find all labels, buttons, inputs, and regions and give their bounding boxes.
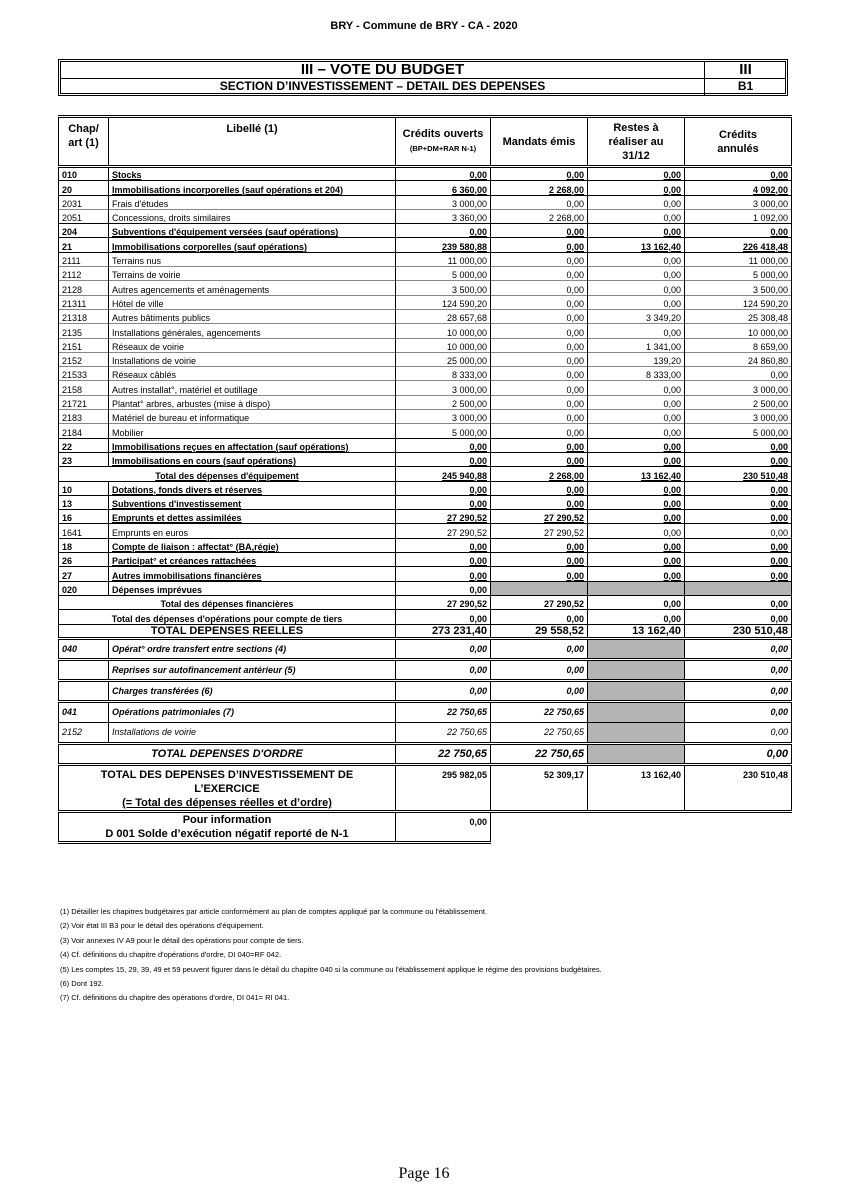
row-value: 0,00 [588,424,685,438]
row-value: 0,00 [491,195,588,209]
row-value: 0,00 [491,638,588,659]
row-label: Matériel de bureau et informatique [109,410,396,424]
row-value: 0,00 [491,352,588,366]
row-label: Autres installat°, matériel et outillage [109,381,396,395]
row-value: 0,00 [588,224,685,238]
table-row [59,238,792,252]
row-value: 0,00 [685,610,792,624]
row-value: 0,00 [685,452,792,466]
table-row [59,553,792,567]
footnote: (7) Cf. définitions du chapitre des opérations d'ordre, DI 041= RI 041. [60,993,290,1003]
row-code: 2158 [59,381,109,395]
row-value: 0,00 [588,267,685,281]
row-value: 0,00 [396,553,491,567]
grand-total-mandats: 52 309,17 [491,764,588,811]
row-value: 0,00 [685,722,792,743]
row-value: 0,00 [396,495,491,509]
row-label: Emprunts en euros [109,524,396,538]
info-row [59,811,792,842]
row-code: 020 [59,581,109,595]
row-value [491,581,588,595]
row-code: 040 [59,638,109,659]
row-value: 3 000,00 [685,195,792,209]
table-row [59,624,792,638]
row-value [588,701,685,722]
row-label: Autres immobilisations financières [109,567,396,581]
row-value: 8 333,00 [396,367,491,381]
row-value: 22 750,65 [396,701,491,722]
row-label: Charges transférées (6) [109,680,396,701]
table-row [59,701,792,722]
row-value: 0,00 [491,338,588,352]
row-value [588,581,685,595]
row-value: 0,00 [588,252,685,266]
row-code: 041 [59,701,109,722]
row-value: 0,00 [588,209,685,223]
row-label: Mobilier [109,424,396,438]
row-value: 0,00 [491,167,588,181]
row-value: 0,00 [588,567,685,581]
row-value: 245 940,88 [396,467,491,481]
table-row [59,495,792,509]
row-value: 3 000,00 [396,195,491,209]
row-value: 0,00 [396,167,491,181]
table-row [59,295,792,309]
row-value: 1 092,00 [685,209,792,223]
row-value: 27 290,52 [396,595,491,609]
table-row [59,595,792,609]
row-value: 0,00 [588,538,685,552]
table-row [59,267,792,281]
row-label: Total des dépenses d'opérations pour compte de tiers [59,610,396,624]
row-value: 0,00 [588,438,685,452]
row-value: 27 290,52 [491,524,588,538]
row-label: Immobilisations en cours (sauf opérations) [109,452,396,466]
row-code: 2152 [59,722,109,743]
row-value: 0,00 [396,224,491,238]
row-value: 0,00 [588,324,685,338]
table-row [59,638,792,659]
row-value: 0,00 [491,381,588,395]
table-row [59,324,792,338]
row-value: 3 500,00 [396,281,491,295]
row-code [59,659,109,680]
row-code: 22 [59,438,109,452]
row-label: Dépenses imprévues [109,581,396,595]
row-value: 0,00 [396,581,491,595]
page-number: Page 16 [398,1165,450,1182]
row-value: 8 659,00 [685,338,792,352]
row-label: Concessions, droits similaires [109,209,396,223]
row-value: 2 268,00 [491,467,588,481]
grand-total-credits: 295 982,05 [396,764,491,811]
table-row [59,410,792,424]
table-row [59,481,792,495]
row-value: 3 000,00 [685,410,792,424]
table-row [59,381,792,395]
row-code: 2184 [59,424,109,438]
row-value [588,743,685,764]
table-row [59,452,792,466]
table-row [59,659,792,680]
row-code: 2152 [59,352,109,366]
row-value: 1 341,00 [588,338,685,352]
row-value: 0,00 [491,395,588,409]
row-value: 0,00 [588,410,685,424]
row-value: 0,00 [685,567,792,581]
row-code: 13 [59,495,109,509]
row-value: 22 750,65 [491,743,588,764]
row-value: 25 308,48 [685,309,792,323]
row-value: 0,00 [396,438,491,452]
row-value: 13 162,40 [588,238,685,252]
row-value: 3 000,00 [685,381,792,395]
row-value: 226 418,48 [685,238,792,252]
row-value: 22 750,65 [491,722,588,743]
row-code: 2111 [59,252,109,266]
row-value: 0,00 [588,195,685,209]
row-value: 11 000,00 [685,252,792,266]
row-value: 0,00 [685,524,792,538]
row-value: 0,00 [396,567,491,581]
table-row [59,209,792,223]
row-value: 0,00 [491,281,588,295]
row-code: 2135 [59,324,109,338]
row-code: 204 [59,224,109,238]
row-value: 0,00 [491,452,588,466]
row-value: 0,00 [685,638,792,659]
table-row [59,309,792,323]
row-value: 22 750,65 [396,722,491,743]
row-label: Opérations patrimoniales (7) [109,701,396,722]
row-value: 0,00 [491,481,588,495]
row-value: 0,00 [396,680,491,701]
table-row [59,195,792,209]
row-label: Autres agencements et aménagements [109,281,396,295]
row-code: 21 [59,238,109,252]
row-value: 0,00 [491,495,588,509]
footnote: (6) Dont 192. [60,979,104,989]
row-value: 22 750,65 [396,743,491,764]
table-row [59,167,792,181]
title-sub: SECTION D’INVESTISSEMENT – DETAIL DES DEPENSES [219,79,546,93]
row-value: 0,00 [588,381,685,395]
row-code: 18 [59,538,109,552]
table-row [59,722,792,743]
row-value: 0,00 [685,167,792,181]
table-row [59,680,792,701]
grand-total-annules: 230 510,48 [685,764,792,811]
table-row [59,581,792,595]
row-code: 21721 [59,395,109,409]
row-value: 10 000,00 [396,324,491,338]
row-label: Réseaux de voirie [109,338,396,352]
table-row [59,438,792,452]
title-main: III – VOTE DU BUDGET [300,61,465,78]
row-value: 13 162,40 [588,467,685,481]
row-value: 0,00 [685,510,792,524]
col-mandats: Mandats émis [491,117,588,167]
row-value: 4 092,00 [685,181,792,195]
row-value: 0,00 [685,701,792,722]
row-value: 0,00 [588,610,685,624]
row-value: 0,00 [685,367,792,381]
row-value: 239 580,88 [396,238,491,252]
row-value: 0,00 [396,638,491,659]
table-row [59,567,792,581]
row-code: 010 [59,167,109,181]
table-row [59,524,792,538]
row-value: 3 000,00 [396,381,491,395]
row-value: 3 000,00 [396,410,491,424]
row-label: Installations de voirie [109,722,396,743]
row-value [588,680,685,701]
row-value: 5 000,00 [685,267,792,281]
row-code: 2128 [59,281,109,295]
row-value: 3 360,00 [396,209,491,223]
row-code: 21311 [59,295,109,309]
row-label: Opérat° ordre transfert entre sections (4) [109,638,396,659]
title-main-code: III [704,62,786,78]
row-value: 3 500,00 [685,281,792,295]
row-value: 0,00 [588,181,685,195]
document-header: BRY - Commune de BRY - CA - 2020 [330,20,518,32]
row-value: 0,00 [396,659,491,680]
row-value: 0,00 [685,743,792,764]
row-value: 0,00 [396,452,491,466]
row-value: 0,00 [588,524,685,538]
table-row [59,395,792,409]
row-code: 21533 [59,367,109,381]
row-label: Stocks [109,167,396,181]
row-label: Reprises sur autofinancement antérieur (5) [109,659,396,680]
row-value: 0,00 [491,309,588,323]
row-value: 3 349,20 [588,309,685,323]
row-value: 0,00 [588,452,685,466]
col-credits-ouverts: Crédits ouverts (BP+DM+RAR N-1) [396,117,491,167]
row-value: 27 290,52 [396,524,491,538]
title-sub-code: B1 [704,79,786,95]
table-row [59,467,792,481]
row-value: 0,00 [588,167,685,181]
footnote: (1) Détailler les chapitres budgétaires par article conformément au plan de comptes appliqué par la commune ou l'établissement. [60,907,488,916]
row-code: 2051 [59,209,109,223]
row-value: 10 000,00 [396,338,491,352]
row-value: 8 333,00 [588,367,685,381]
row-code: 23 [59,452,109,466]
row-value: 0,00 [491,567,588,581]
table-row [59,224,792,238]
row-value: 0,00 [491,224,588,238]
row-code: 2112 [59,267,109,281]
row-value: 13 162,40 [588,624,685,638]
table-row [59,338,792,352]
row-value: 0,00 [396,538,491,552]
row-value [588,638,685,659]
table-row [59,281,792,295]
row-label: Participat° et créances rattachées [109,553,396,567]
row-value: 22 750,65 [491,701,588,722]
row-code: 26 [59,553,109,567]
footnote: (4) Cf. définitions du chapitre d'opérations d'ordre, DI 040=RF 042. [60,950,282,960]
row-label: Réseaux câblés [109,367,396,381]
footnote: (3) Voir annexes IV A9 pour le détail des opérations pour compte de tiers. [60,935,304,945]
row-value: 0,00 [685,481,792,495]
row-label: Immobilisations corporelles (sauf opérations) [109,238,396,252]
row-value: 25 000,00 [396,352,491,366]
row-value: 124 590,20 [685,295,792,309]
row-value: 0,00 [685,680,792,701]
row-label: Terrains de voirie [109,267,396,281]
row-value: 230 510,48 [685,467,792,481]
row-value: 27 290,52 [491,595,588,609]
row-label: TOTAL DEPENSES D'ORDRE [59,743,396,764]
row-value: 5 000,00 [396,424,491,438]
grand-total-label: TOTAL DES DEPENSES D’INVESTISSEMENT DE L’EXERCICE (= Total des dépenses réelles et d’ordre) [59,764,396,811]
row-label: Subventions d'équipement versées (sauf opérations) [109,224,396,238]
row-value: 0,00 [491,659,588,680]
row-value: 0,00 [491,424,588,438]
row-label: Installations générales, agencements [109,324,396,338]
row-value: 6 360,00 [396,181,491,195]
row-value: 27 290,52 [491,510,588,524]
row-value: 0,00 [491,680,588,701]
row-value: 0,00 [685,553,792,567]
row-value: 0,00 [685,595,792,609]
table-row [59,181,792,195]
row-code: 2031 [59,195,109,209]
row-value: 2 268,00 [491,181,588,195]
row-value: 0,00 [685,659,792,680]
row-value: 0,00 [491,267,588,281]
row-label: Total des dépenses d'équipement [59,467,396,481]
row-label: Immobilisations reçues en affectation (sauf opérations) [109,438,396,452]
table-row [59,352,792,366]
title-box [58,59,788,96]
row-label: Immobilisations incorporelles (sauf opérations et 204) [109,181,396,195]
row-value: 0,00 [491,410,588,424]
table-row [59,510,792,524]
row-value: 5 000,00 [396,267,491,281]
row-value: 0,00 [588,595,685,609]
row-value: 27 290,52 [396,510,491,524]
row-label: Emprunts et dettes assimilées [109,510,396,524]
row-label: Dotations, fonds divers et réserves [109,481,396,495]
info-label: Pour information D 001 Solde d’exécution négatif reporté de N-1 [59,811,396,842]
table-row [59,252,792,266]
row-value: 0,00 [588,281,685,295]
col-libelle: Libellé (1) [109,117,396,167]
row-value: 2 268,00 [491,209,588,223]
row-value: 5 000,00 [685,424,792,438]
col-chap: Chap/ art (1) [59,117,109,167]
row-value: 0,00 [685,438,792,452]
row-code: 2183 [59,410,109,424]
row-value: 28 657,68 [396,309,491,323]
row-value: 0,00 [588,510,685,524]
footnote: (5) Les comptes 15, 29, 39, 49 et 59 peuvent figurer dans le détail du chapitre 040 si la commune ou l'établissement applique le régime des provisions budgétaires. [60,964,602,974]
footnotes [60,905,602,1006]
row-label: Hôtel de ville [109,295,396,309]
row-label: Terrains nus [109,252,396,266]
row-value: 0,00 [396,481,491,495]
row-label: Subventions d'investissement [109,495,396,509]
row-value: 0,00 [685,224,792,238]
row-value: 0,00 [491,295,588,309]
expenses-table [58,115,792,844]
row-value: 0,00 [491,324,588,338]
row-value: 0,00 [685,538,792,552]
table-row [59,538,792,552]
row-value: 10 000,00 [685,324,792,338]
row-value: 2 500,00 [685,395,792,409]
row-value: 0,00 [491,367,588,381]
col-restes: Restes à réaliser au 31/12 [588,117,685,167]
row-value [588,659,685,680]
row-value: 24 860,80 [685,352,792,366]
row-code: 2151 [59,338,109,352]
row-label: Total des dépenses financières [59,595,396,609]
row-value: 0,00 [588,495,685,509]
row-label: Plantat° arbres, arbustes (mise à dispo) [109,395,396,409]
grand-total-restes: 13 162,40 [588,764,685,811]
table-row [59,743,792,764]
row-value [588,722,685,743]
row-value: 0,00 [685,495,792,509]
col-annules: Crédits annulés [685,117,792,167]
row-value: 0,00 [491,553,588,567]
footnote: (2) Voir état III B3 pour le détail des opérations d'équipement. [60,921,264,931]
row-value: 0,00 [588,553,685,567]
row-code: 21318 [59,309,109,323]
row-value: 230 510,48 [685,624,792,638]
row-value: 11 000,00 [396,252,491,266]
row-value: 0,00 [588,295,685,309]
info-value: 0,00 [396,811,491,842]
row-value [685,581,792,595]
row-value: 2 500,00 [396,395,491,409]
row-value: 0,00 [491,238,588,252]
row-value: 0,00 [588,481,685,495]
row-value: 29 558,52 [491,624,588,638]
row-value: 124 590,20 [396,295,491,309]
row-value: 0,00 [491,538,588,552]
table-row [59,367,792,381]
row-code: 20 [59,181,109,195]
row-code: 10 [59,481,109,495]
table-row [59,424,792,438]
row-label: Compte de liaison : affectat° (BA,régie) [109,538,396,552]
row-label: Frais d'études [109,195,396,209]
table-row [59,610,792,624]
row-code: 16 [59,510,109,524]
row-value: 0,00 [396,610,491,624]
row-value: 139,20 [588,352,685,366]
row-code: 27 [59,567,109,581]
row-value: 0,00 [491,610,588,624]
row-value: 273 231,40 [396,624,491,638]
row-label: TOTAL DEPENSES REELLES [59,624,396,638]
row-value: 0,00 [491,438,588,452]
row-value: 0,00 [491,252,588,266]
row-code: 1641 [59,524,109,538]
row-label: Installations de voirie [109,352,396,366]
row-code [59,680,109,701]
row-value: 0,00 [588,395,685,409]
row-label: Autres bâtiments publics [109,309,396,323]
grand-total-row [59,764,792,811]
